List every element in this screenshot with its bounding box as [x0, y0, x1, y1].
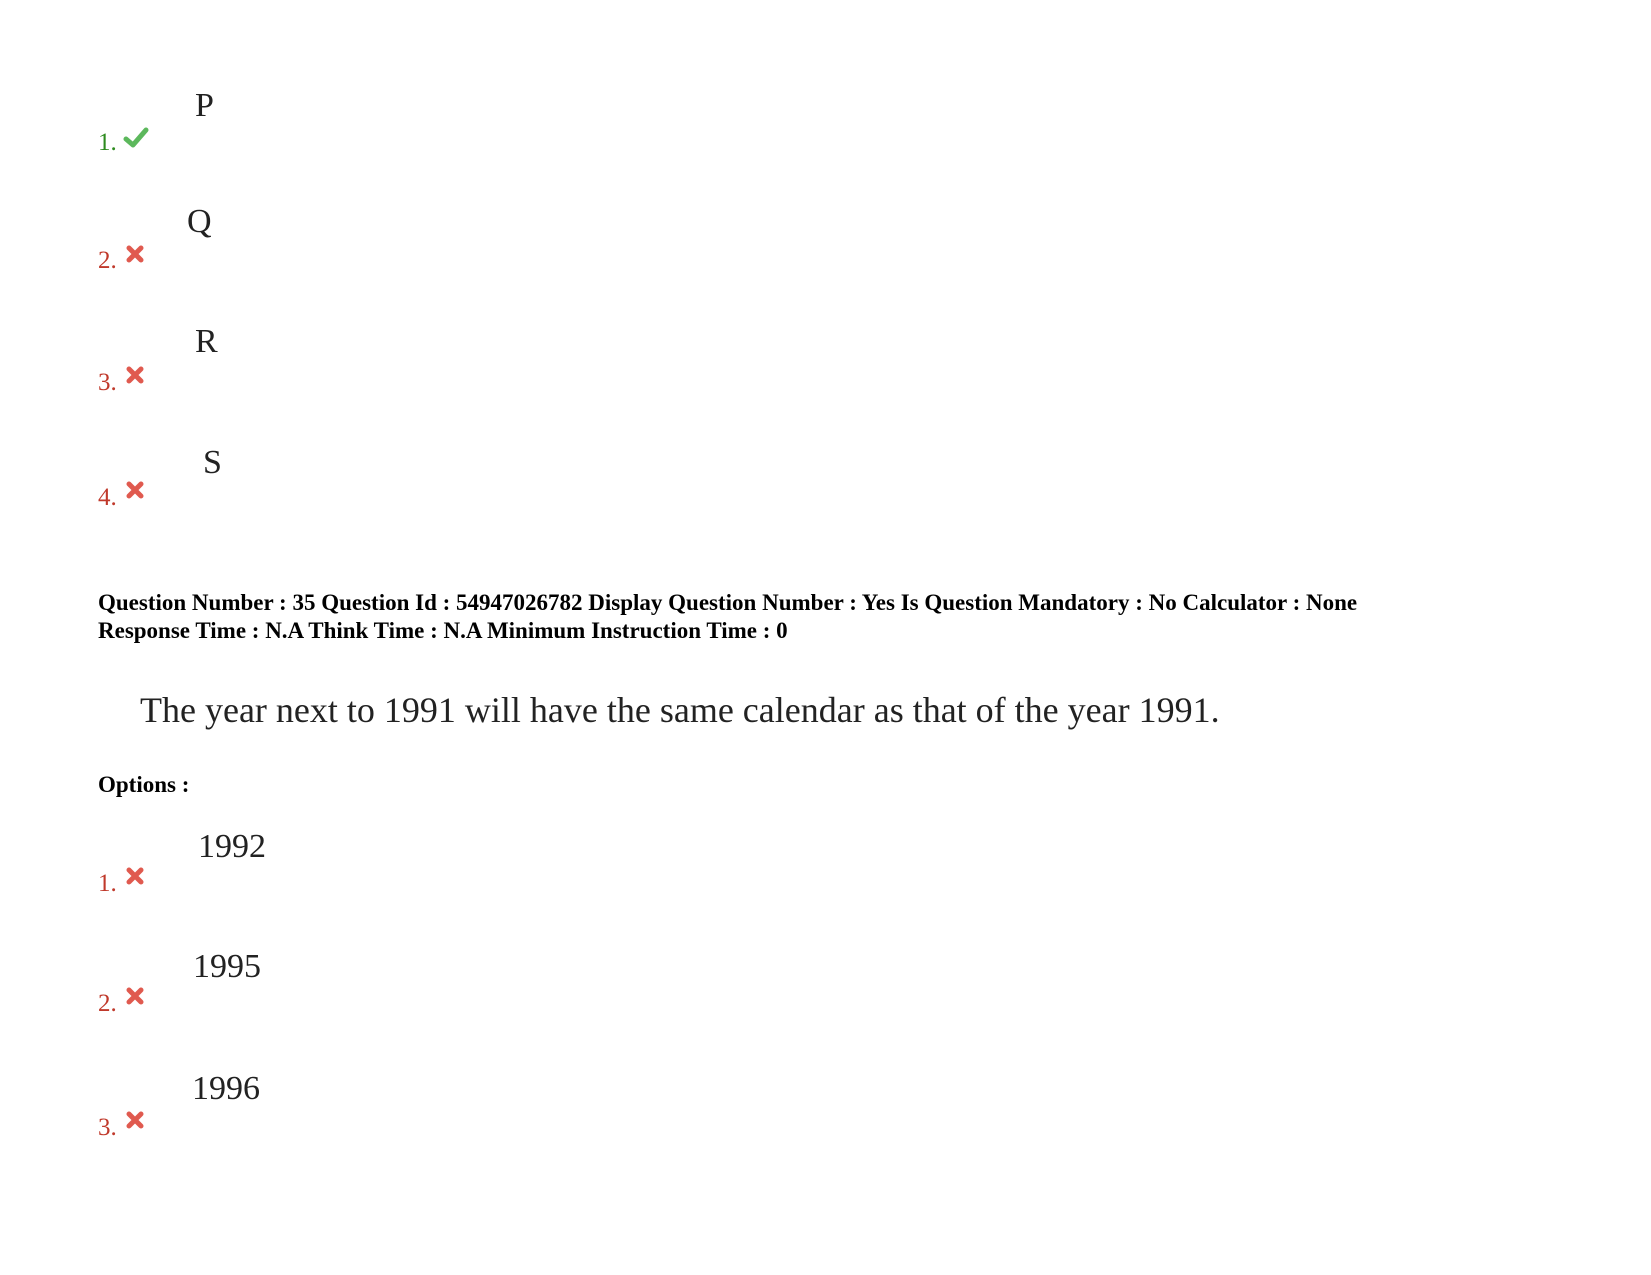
cross-icon — [125, 365, 145, 385]
question-meta-line-1: Question Number : 35 Question Id : 54947026782 Display Question Number : Yes Is Question Mandatory : No Calculator : None — [98, 590, 1358, 615]
question-text: The year next to 1991 will have the same calendar as that of the year 1991. — [140, 690, 1220, 730]
option-number: 1. — [98, 129, 117, 156]
question-meta-line-2: Response Time : N.A Think Time : N.A Minimum Instruction Time : 0 — [98, 618, 788, 643]
option-number: 2. — [98, 990, 117, 1017]
option-text: S — [203, 444, 222, 481]
option-text: P — [195, 87, 214, 124]
cross-icon — [125, 986, 145, 1006]
option-number: 3. — [98, 369, 117, 396]
cross-icon — [125, 480, 145, 500]
options-label: Options : — [98, 772, 190, 797]
cross-icon — [125, 866, 145, 886]
option-text: Q — [187, 203, 212, 240]
option-text: 1996 — [192, 1070, 260, 1107]
option-text: R — [195, 323, 218, 360]
option-number: 3. — [98, 1114, 117, 1141]
option-text: 1992 — [198, 828, 266, 865]
option-number: 4. — [98, 484, 117, 511]
cross-icon — [125, 1110, 145, 1130]
cross-icon — [125, 244, 145, 264]
check-icon — [123, 125, 149, 151]
option-text: 1995 — [193, 948, 261, 985]
option-number: 2. — [98, 247, 117, 274]
option-number: 1. — [98, 870, 117, 897]
